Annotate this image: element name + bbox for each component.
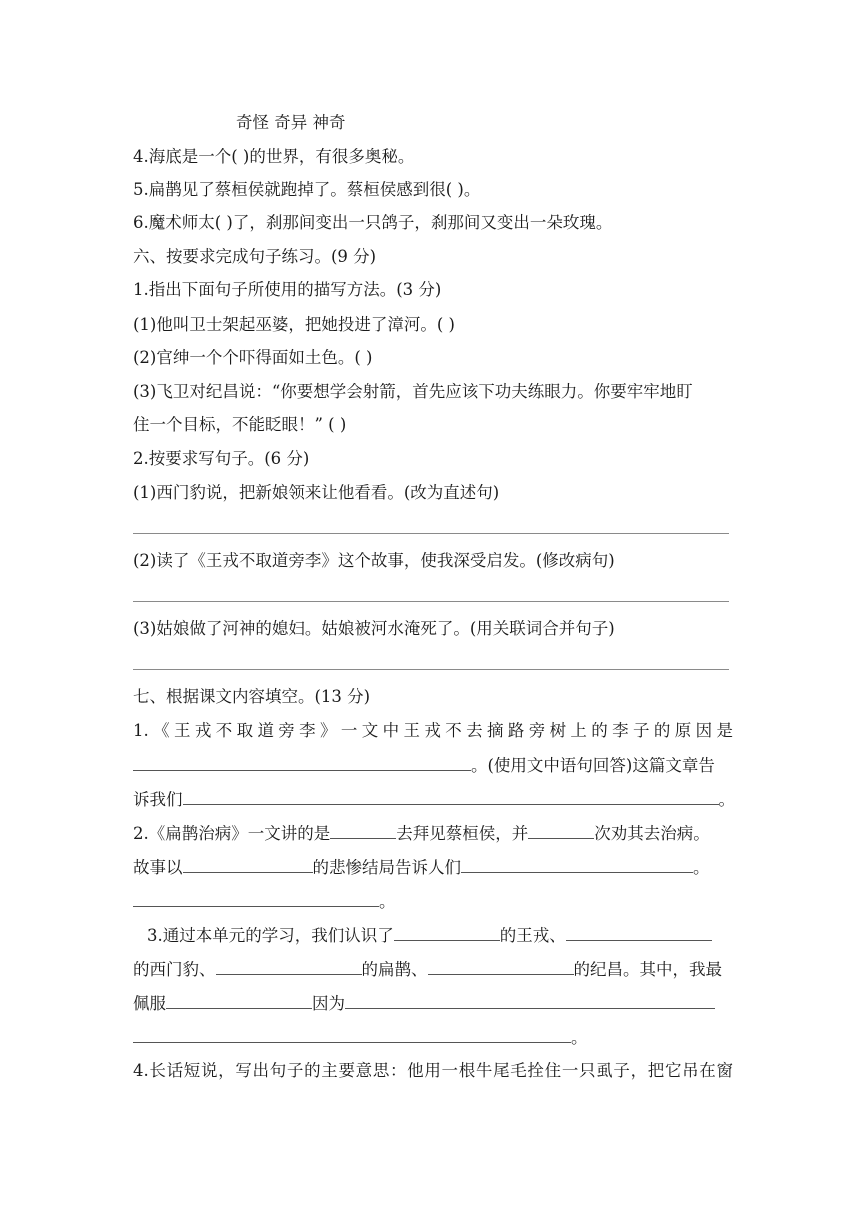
blank[interactable] xyxy=(330,821,396,839)
blank[interactable] xyxy=(461,855,693,873)
section-7-q4: 4.长话短说，写出句子的主要意思：他用一根牛尾毛拴住一只虱子，把它吊在窗 xyxy=(133,1061,733,1080)
section-7-q1-line1: 1.《王戎不取道旁李》一文中王戎不去摘路旁树上的李子的原因是 xyxy=(133,721,733,740)
period: 。 xyxy=(693,858,710,877)
text: 的悲惨结局告诉人们 xyxy=(312,858,461,877)
text: 的王戎、 xyxy=(499,926,566,945)
section-7-q1-line2 xyxy=(133,753,733,777)
blank[interactable] xyxy=(183,787,719,805)
text: 故事以 xyxy=(133,858,183,877)
section-7-q2-line3 xyxy=(133,889,733,913)
answer-line[interactable] xyxy=(133,601,729,602)
period: 。 xyxy=(379,892,396,911)
section-6-q2-2: (2)读了《王戎不取道旁李》这个故事，使我深受启发。(修改病句) xyxy=(133,551,615,570)
text: 次劝其去治病。 xyxy=(594,824,710,843)
section-6-q2-3: (3)姑娘做了河神的媳妇。姑娘被河水淹死了。(用关联词合并句子) xyxy=(133,619,615,638)
section-7-q1-tail: 。(使用文中语句回答)这篇文章告 xyxy=(471,756,715,775)
section-7-q3-line2 xyxy=(133,957,733,981)
blank[interactable] xyxy=(528,821,594,839)
blank[interactable] xyxy=(566,923,712,941)
section-7-title: 七、根据课文内容填空。(13 分) xyxy=(133,687,371,706)
section-7-q3-line1 xyxy=(147,923,747,947)
section-7-q2-line2 xyxy=(133,855,733,879)
text: 的纪昌。其中，我最 xyxy=(573,960,722,979)
section-7-q1-line3 xyxy=(133,787,733,811)
text: 3.通过本单元的学习，我们认识了 xyxy=(147,926,394,945)
word-options: 奇怪 奇异 神奇 xyxy=(236,113,346,132)
period: 。 xyxy=(571,1028,588,1047)
text: 的西门豹、 xyxy=(133,960,216,979)
blank[interactable] xyxy=(133,753,471,771)
blank[interactable] xyxy=(166,991,312,1009)
section-7-q3-line3 xyxy=(133,991,733,1015)
text: 因为 xyxy=(312,994,345,1013)
section-6-title: 六、按要求完成句子练习。(9 分) xyxy=(133,247,377,266)
section-7-q2-line1 xyxy=(133,821,733,845)
answer-line[interactable] xyxy=(133,533,729,534)
question-5: 5.扁鹊见了蔡桓侯就跑掉了。蔡桓侯感到很( )。 xyxy=(133,180,481,199)
text: 的扁鹊、 xyxy=(361,960,428,979)
section-7-q1-head: 诉我们 xyxy=(133,790,183,809)
section-6-q1-3-line1: (3)飞卫对纪昌说：“你要想学会射箭，首先应该下功夫练眼力。你要牢牢地盯 xyxy=(133,382,693,401)
blank[interactable] xyxy=(133,1025,571,1043)
section-6-q1-2: (2)官绅一个个吓得面如土色。( ) xyxy=(133,348,373,367)
section-7-q3-line4 xyxy=(133,1025,733,1049)
blank[interactable] xyxy=(428,957,574,975)
blank[interactable] xyxy=(216,957,362,975)
text: 2.《扁鹊治病》一文讲的是 xyxy=(133,824,331,843)
answer-line[interactable] xyxy=(133,669,729,670)
section-6-q2-1: (1)西门豹说，把新娘领来让他看看。(改为直述句) xyxy=(133,483,500,502)
blank[interactable] xyxy=(345,991,715,1009)
blank[interactable] xyxy=(394,923,500,941)
section-6-q2: 2.按要求写句子。(6 分) xyxy=(133,449,310,468)
text: 去拜见蔡桓侯，并 xyxy=(396,824,529,843)
text: 佩服 xyxy=(133,994,166,1013)
question-4: 4.海底是一个( )的世界，有很多奥秘。 xyxy=(133,147,415,166)
blank[interactable] xyxy=(183,855,313,873)
section-6-q1-1: (1)他叫卫士架起巫婆，把她投进了漳河。( ) xyxy=(133,315,455,334)
section-6-q1-3-line2: 住一个目标，不能眨眼！” ( ) xyxy=(133,415,347,434)
blank[interactable] xyxy=(133,889,379,907)
period: 。 xyxy=(718,790,735,809)
question-6: 6.魔术师太( )了，刹那间变出一只鸽子，刹那间又变出一朵玫瑰。 xyxy=(133,213,613,232)
section-6-q1: 1.指出下面句子所使用的描写方法。(3 分) xyxy=(133,280,442,299)
